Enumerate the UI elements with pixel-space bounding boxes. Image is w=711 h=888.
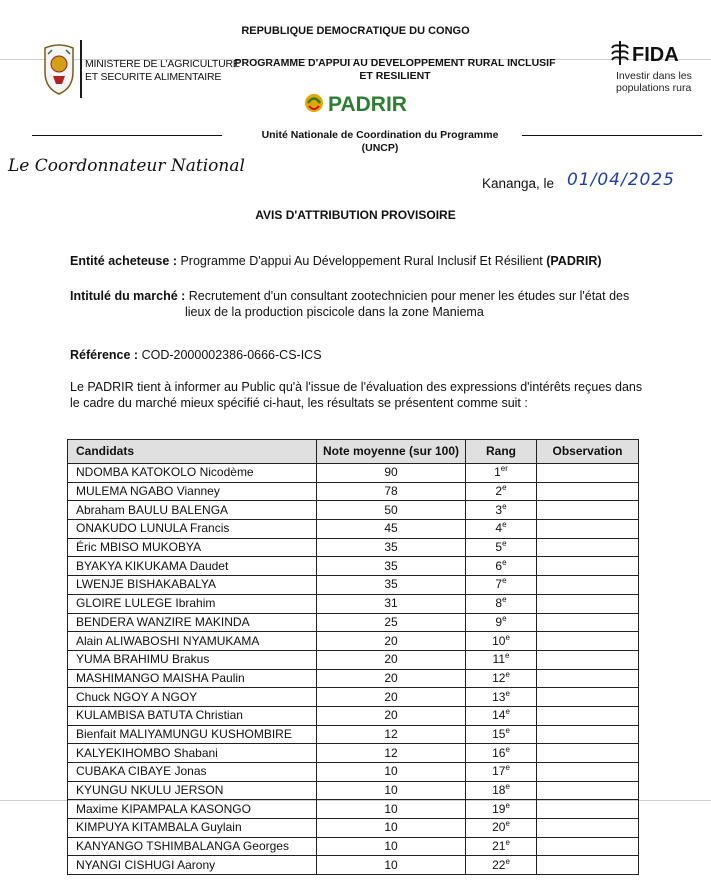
rank-number: 12: [492, 670, 506, 685]
table-row: [68, 744, 639, 763]
entity-label: Entité acheteuse :: [70, 254, 177, 268]
rank-suffix: e: [505, 651, 510, 661]
entity-acronym: (PADRIR): [546, 254, 602, 268]
candidate-score: 10: [317, 837, 466, 856]
rank-number: 17: [492, 764, 506, 779]
uncp-title: [240, 129, 520, 155]
rank-number: 9: [495, 614, 503, 629]
candidate-rank: [466, 557, 537, 576]
candidate-rank: [466, 744, 537, 763]
header-note: Note moyenne (sur 100): [317, 440, 466, 464]
candidate-rank: [466, 594, 537, 613]
table-row: [68, 482, 639, 501]
table-row: [68, 819, 639, 838]
candidate-score: 10: [317, 763, 466, 782]
candidate-rank: [466, 837, 537, 856]
market-block: [70, 288, 629, 320]
rank-number: 21: [492, 839, 506, 854]
fida-logo-text: FIDA: [632, 44, 679, 66]
candidate-score: 78: [317, 482, 466, 501]
candidate-name: Maxime KIPAMPALA KASONGO: [68, 800, 317, 819]
candidate-rank: [466, 482, 537, 501]
candidate-rank: [466, 632, 537, 651]
entity-line: [70, 253, 602, 269]
header-observation: Observation: [537, 440, 639, 464]
candidate-name: MASHIMANGO MAISHA Paulin: [68, 669, 317, 688]
padrir-logo: [300, 90, 470, 116]
rank-number: 4: [495, 521, 503, 536]
candidate-score: 50: [317, 501, 466, 520]
handwritten-date: 01/04/2025: [567, 170, 675, 190]
candidate-observation: [537, 613, 639, 632]
rank-suffix: e: [502, 539, 507, 549]
table-row: [68, 725, 639, 744]
candidate-rank: [466, 669, 537, 688]
rank-suffix: e: [502, 613, 507, 623]
notice-title: AVIS D'ATTRIBUTION PROVISOIRE: [255, 208, 456, 222]
candidate-observation: [537, 538, 639, 557]
header-candidats: Candidats: [68, 440, 317, 464]
programme-name: [200, 57, 590, 83]
candidate-observation: [537, 744, 639, 763]
republic-title: REPUBLIQUE DEMOCRATIQUE DU CONGO: [241, 25, 470, 37]
uncp-line-2: (UNCP): [361, 142, 399, 154]
intro-paragraph: [70, 379, 642, 411]
ministry-divider: [80, 40, 82, 98]
table-row: [68, 557, 639, 576]
rule-right: [522, 135, 702, 136]
candidate-name: NYANGI CISHUGI Aarony: [68, 856, 317, 875]
rank-number: 20: [492, 820, 506, 835]
candidate-rank: [466, 781, 537, 800]
candidate-observation: [537, 688, 639, 707]
candidate-score: 20: [317, 669, 466, 688]
fida-tagline-line-2: populations rura: [616, 82, 692, 94]
rank-number: 8: [495, 596, 503, 611]
candidate-name: KIMPUYA KITAMBALA Guylain: [68, 819, 317, 838]
table-row: [68, 688, 639, 707]
candidate-rank: [466, 688, 537, 707]
padrir-logo-text: PADRIR: [328, 93, 407, 116]
candidate-name: NDOMBA KATOKOLO Nicodème: [68, 464, 317, 483]
rank-number: 2: [495, 484, 503, 499]
rank-number: 1: [494, 465, 501, 480]
candidate-name: ONAKUDO LUNULA Francis: [68, 520, 317, 539]
candidate-observation: [537, 520, 639, 539]
candidate-rank: [466, 576, 537, 595]
rank-suffix: e: [502, 576, 507, 586]
candidate-rank: [466, 763, 537, 782]
reference-line: [70, 347, 322, 363]
programme-line-2: ET RESILIENT: [359, 70, 431, 82]
table-row: [68, 576, 639, 595]
candidate-observation: [537, 557, 639, 576]
rank-suffix: e: [505, 707, 510, 717]
rank-suffix: e: [505, 800, 510, 810]
entity-value: Programme D'appui Au Développement Rural Inclusif Et Résilient: [180, 254, 543, 268]
rank-number: 13: [492, 689, 506, 704]
intro-line-2: le cadre du marché mieux spécifié ci-haut, les résultats se présentent comme suit :: [70, 396, 528, 410]
market-label: Intitulé du marché :: [70, 289, 186, 303]
candidate-name: KULAMBISA BATUTA Christian: [68, 706, 317, 725]
table-row: [68, 613, 639, 632]
uncp-line-1: Unité Nationale de Coordination du Programme: [261, 129, 499, 141]
candidate-observation: [537, 669, 639, 688]
candidate-name: Chuck NGOY A NGOY: [68, 688, 317, 707]
rank-number: 11: [492, 652, 505, 667]
candidate-score: 12: [317, 744, 466, 763]
candidate-observation: [537, 725, 639, 744]
rank-number: 5: [495, 540, 503, 555]
candidate-score: 10: [317, 781, 466, 800]
programme-line-1: PROGRAMME D'APPUI AU DEVELOPPEMENT RURAL INCLUSIF: [234, 57, 556, 69]
candidate-observation: [537, 501, 639, 520]
place-label: Kananga, le: [482, 176, 555, 191]
candidate-score: 20: [317, 706, 466, 725]
rank-number: 10: [492, 633, 506, 648]
rank-suffix: e: [505, 725, 510, 735]
candidate-observation: [537, 594, 639, 613]
candidate-name: BENDERA WANZIRE MAKINDA: [68, 613, 317, 632]
results-header-row: [68, 440, 639, 464]
header-rang: Rang: [466, 440, 537, 464]
results-table: [67, 439, 639, 875]
candidate-score: 20: [317, 632, 466, 651]
table-row: [68, 501, 639, 520]
candidate-score: 90: [317, 464, 466, 483]
rank-suffix: er: [500, 464, 508, 474]
results-body: [68, 464, 639, 875]
rank-number: 22: [492, 857, 506, 872]
signatory-title: Le Coordonnateur National: [8, 156, 245, 176]
candidate-score: 10: [317, 856, 466, 875]
rank-suffix: e: [502, 595, 507, 605]
ministry-line-2: ET SECURITE ALIMENTAIRE: [85, 71, 222, 83]
candidate-observation: [537, 576, 639, 595]
candidate-name: BYAKYA KIKUKAMA Daudet: [68, 557, 317, 576]
candidate-name: Bienfait MALIYAMUNGU KUSHOMBIRE: [68, 725, 317, 744]
rank-number: 19: [492, 801, 506, 816]
table-row: [68, 650, 639, 669]
table-row: [68, 594, 639, 613]
rank-number: 6: [495, 558, 503, 573]
candidate-name: MULEMA NGABO Vianney: [68, 482, 317, 501]
rank-suffix: e: [505, 763, 510, 773]
candidate-score: 25: [317, 613, 466, 632]
candidate-rank: [466, 725, 537, 744]
rank-suffix: e: [502, 520, 507, 530]
rank-suffix: e: [502, 483, 507, 493]
table-row: [68, 538, 639, 557]
candidate-score: 20: [317, 650, 466, 669]
candidate-rank: [466, 501, 537, 520]
candidate-score: 35: [317, 576, 466, 595]
fida-tagline: [616, 70, 692, 94]
candidate-name: GLOIRE LULEGE Ibrahim: [68, 594, 317, 613]
candidate-observation: [537, 763, 639, 782]
fida-wheat-icon: [608, 38, 632, 68]
candidate-name: YUMA BRAHIMU Brakus: [68, 650, 317, 669]
candidate-rank: [466, 856, 537, 875]
rank-suffix: e: [505, 669, 510, 679]
table-row: [68, 800, 639, 819]
candidate-name: CUBAKA CIBAYE Jonas: [68, 763, 317, 782]
table-row: [68, 781, 639, 800]
candidate-score: 12: [317, 725, 466, 744]
table-row: [68, 856, 639, 875]
table-row: [68, 520, 639, 539]
intro-line-1: Le PADRIR tient à informer au Public qu'à l'issue de l'évaluation des expressions d'intérêts reçues dans: [70, 380, 643, 394]
market-line-1: Recrutement d'un consultant zootechnicien pour mener les études sur l'état des: [188, 289, 630, 303]
rank-number: 18: [492, 783, 506, 798]
candidate-observation: [537, 819, 639, 838]
candidate-score: 35: [317, 538, 466, 557]
reference-label: Référence :: [70, 348, 139, 362]
candidate-observation: [537, 482, 639, 501]
rank-suffix: e: [502, 557, 507, 567]
candidate-score: 45: [317, 520, 466, 539]
candidate-rank: [466, 520, 537, 539]
candidate-rank: [466, 706, 537, 725]
candidate-observation: [537, 632, 639, 651]
candidate-name: LWENJE BISHAKABALYA: [68, 576, 317, 595]
rank-number: 16: [492, 745, 506, 760]
candidate-name: KYUNGU NKULU JERSON: [68, 781, 317, 800]
rank-number: 14: [492, 708, 506, 723]
candidate-name: Alain ALIWABOSHI NYAMUKAMA: [68, 632, 317, 651]
table-row: [68, 464, 639, 483]
table-row: [68, 706, 639, 725]
rank-number: 15: [492, 726, 506, 741]
candidate-score: 35: [317, 557, 466, 576]
rank-suffix: e: [505, 782, 510, 792]
candidate-observation: [537, 650, 639, 669]
national-emblem-icon: [40, 40, 78, 98]
rank-suffix: e: [505, 819, 510, 829]
rule-left: [32, 135, 222, 136]
rank-suffix: e: [502, 501, 507, 511]
candidate-score: 10: [317, 819, 466, 838]
candidate-rank: [466, 464, 537, 483]
candidate-score: 10: [317, 800, 466, 819]
candidate-score: 31: [317, 594, 466, 613]
table-row: [68, 669, 639, 688]
rank-suffix: e: [505, 632, 510, 642]
reference-value: COD-2000002386-0666-CS-ICS: [141, 348, 322, 362]
candidate-rank: [466, 800, 537, 819]
table-row: [68, 763, 639, 782]
candidate-observation: [537, 800, 639, 819]
table-row: [68, 632, 639, 651]
candidate-rank: [466, 613, 537, 632]
rank-suffix: e: [505, 744, 510, 754]
candidate-score: 20: [317, 688, 466, 707]
rank-number: 7: [495, 577, 503, 592]
candidate-name: KALYEKIHOMBO Shabani: [68, 744, 317, 763]
candidate-name: Éric MBISO MUKOBYA: [68, 538, 317, 557]
market-line-2: lieux de la production piscicole dans la zone Maniema: [185, 305, 484, 319]
candidate-name: KANYANGO TSHIMBALANGA Georges: [68, 837, 317, 856]
candidate-rank: [466, 819, 537, 838]
candidate-observation: [537, 837, 639, 856]
candidate-observation: [537, 781, 639, 800]
rank-suffix: e: [505, 856, 510, 866]
rank-number: 3: [495, 502, 503, 517]
candidate-rank: [466, 538, 537, 557]
ministry-line-1: MINISTERE DE L'AGRICULTURE: [85, 58, 240, 70]
candidate-observation: [537, 856, 639, 875]
candidate-rank: [466, 650, 537, 669]
candidate-observation: [537, 706, 639, 725]
fida-tagline-line-1: Investir dans les: [616, 70, 692, 82]
candidate-name: Abraham BAULU BALENGA: [68, 501, 317, 520]
rank-suffix: e: [505, 838, 510, 848]
rank-suffix: e: [505, 688, 510, 698]
candidate-observation: [537, 464, 639, 483]
table-row: [68, 837, 639, 856]
